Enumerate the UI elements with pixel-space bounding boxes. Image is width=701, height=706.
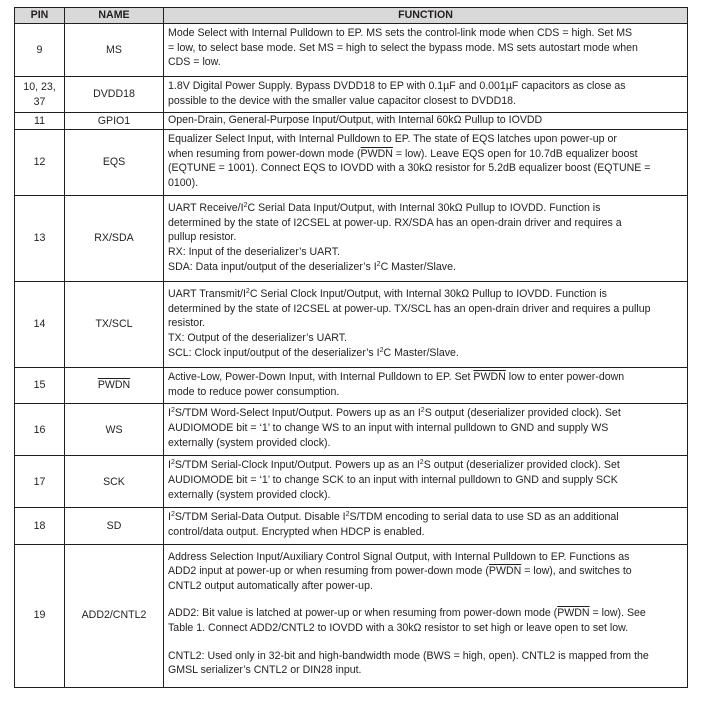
function-line — [168, 201, 683, 216]
function-line: Mode Select with Internal Pulldown to EP. MS sets the control-link mode when CDS = high. Set MS — [168, 27, 633, 39]
function-line — [168, 370, 683, 385]
pin-function — [164, 282, 688, 368]
pin-function — [164, 77, 688, 113]
text-segment: S/TDM encoding to serial data to use SD as an additional — [349, 511, 619, 524]
pwdn-signal: PWDN — [97, 379, 131, 392]
pin-name — [65, 368, 164, 404]
function-line: mode to reduce power consumption. — [168, 385, 340, 398]
superscript: 2 — [376, 260, 381, 268]
function-line: AUDIOMODE bit = ‘1’ to change WS to an input with internal pulldown to GND and supply WS — [168, 421, 609, 434]
function-line — [168, 260, 683, 275]
pin-number: 14 — [15, 282, 65, 368]
table-row — [15, 77, 688, 113]
text-segment: I — [168, 511, 171, 524]
pin-description-table — [14, 7, 688, 688]
text-segment: S/TDM Serial-Clock Input/Output. Powers up as an I — [174, 459, 420, 472]
superscript: 2 — [170, 511, 175, 519]
function-line: 0100). — [168, 176, 199, 189]
pwdn-signal: PWDN — [557, 607, 590, 620]
pin-number: 12 — [15, 130, 65, 196]
function-line — [168, 406, 683, 421]
text-segment: ADD2: Bit value is latched at power-up or when resuming from power-down mode ( — [168, 607, 558, 620]
pin-number: 18 — [15, 508, 65, 544]
function-line: GMSL serializer’s CNTL2 or DIN28 input. — [168, 664, 362, 677]
function-line: AUDIOMODE bit = ‘1’ to change SCK to an input with internal pulldown to GND and supply SCK — [168, 473, 618, 486]
pin-name: TX/SCL — [65, 282, 164, 368]
pin-function — [164, 456, 688, 508]
pin-name: SCK — [65, 456, 164, 508]
pin-function — [164, 404, 688, 456]
text-segment: = low). Leave EQS open for 10.7dB equalizer boost — [392, 147, 638, 160]
function-line: determined by the state of I2CSEL at power-up. RX/SDA has an open-drain driver and requires a — [168, 216, 622, 229]
table-row — [15, 196, 688, 282]
function-line — [168, 564, 683, 579]
function-line: 1.8V Digital Power Supply. Bypass DVDD18 to EP with 0.1µF and 0.001µF capacitors as close as — [168, 80, 626, 92]
pin-function — [164, 196, 688, 282]
pin-number: 13 — [15, 196, 65, 282]
pin-function — [164, 544, 688, 687]
text-segment: C Master/Slave. — [383, 346, 459, 359]
text-segment: Active-Low, Power-Down Input, with Internal Pulldown to EP. Set — [168, 371, 474, 384]
pin-name: WS — [65, 404, 164, 456]
function-line: TX: Output of the deserializer’s UART. — [168, 331, 347, 344]
text-segment: C Serial Data Input/Output, with Internal 30kΩ Pullup to IOVDD. Function is — [247, 202, 601, 215]
text-segment: = low). See — [589, 607, 646, 620]
pwdn-signal: PWDN — [473, 371, 506, 384]
text-segment: S output (deserializer provided clock). Set — [424, 407, 621, 420]
table-row — [15, 456, 688, 508]
table-row — [15, 368, 688, 404]
pwdn-signal: PWDN — [488, 565, 522, 578]
superscript: 2 — [243, 202, 248, 210]
function-line: determined by the state of I2CSEL at power-up. TX/SCL has an open-drain driver and requires a pullup — [168, 302, 651, 315]
function-line — [168, 287, 683, 302]
pin-number: 15 — [15, 368, 65, 404]
text-segment: S/TDM Word-Select Input/Output. Powers up as an I — [174, 407, 421, 420]
function-line: Address Selection Input/Auxiliary Control Signal Output, with Internal Pulldown to EP. Functions as — [168, 550, 630, 563]
function-line: Table 1. Connect ADD2/CNTL2 to IOVDD with a 30kΩ resistor to set high or leave open to set low. — [168, 621, 629, 634]
function-line: externally (system provided clock). — [168, 488, 331, 501]
table-row — [15, 544, 688, 687]
header-function: FUNCTION — [164, 8, 688, 24]
function-line: possible to the device with the smaller value capacitor closest to DVDD18. — [168, 94, 516, 107]
table-row — [15, 282, 688, 368]
function-line: RX: Input of the deserializer’s UART. — [168, 245, 340, 258]
table-row — [15, 404, 688, 456]
function-line — [168, 458, 683, 473]
function-line: resistor. — [168, 317, 206, 330]
pin-name: ADD2/CNTL2 — [65, 544, 164, 687]
pin-function — [164, 24, 688, 77]
table-row — [15, 130, 688, 196]
superscript: 2 — [170, 407, 175, 415]
text-segment: S output (deserializer provided clock). Set — [423, 459, 620, 472]
table-row — [15, 24, 688, 77]
pin-name: SD — [65, 508, 164, 544]
table-row — [15, 113, 688, 130]
text-segment: = low), and switches to — [521, 565, 632, 578]
header-pin: PIN — [15, 8, 65, 24]
function-line: CDS = low. — [168, 56, 221, 69]
superscript: 2 — [170, 459, 175, 467]
text-segment: low to enter power-down — [505, 371, 625, 384]
paragraph-gap — [168, 593, 683, 606]
paragraph-gap — [168, 636, 683, 649]
pin-name: GPIO1 — [65, 113, 164, 130]
pin-number: 9 — [15, 24, 65, 77]
pin-number: 17 — [15, 456, 65, 508]
function-line: CNTL2: Used only in 32-bit and high-bandwidth mode (BWS = high, open). CNTL2 is mapped from the — [168, 649, 649, 662]
text-segment: S/TDM Serial-Data Output. Disable I — [174, 511, 346, 524]
text-segment: ADD2 input at power-up or when resuming from power-down mode ( — [168, 565, 489, 578]
text-segment: I — [168, 459, 171, 472]
function-line — [168, 510, 683, 525]
function-line — [168, 147, 683, 162]
function-line — [168, 346, 683, 361]
function-line: pullup resistor. — [168, 231, 237, 244]
text-segment: C Serial Clock Input/Output, with Internal 30kΩ Pullup to IOVDD. Function is — [249, 288, 607, 301]
pin-name: DVDD18 — [65, 77, 164, 113]
text-segment: UART Transmit/I — [168, 288, 246, 301]
text-segment: UART Receive/I — [168, 202, 244, 215]
pin-number: 11 — [15, 113, 65, 130]
pin-name: RX/SDA — [65, 196, 164, 282]
header-name: NAME — [65, 8, 164, 24]
pin-number: 10, 23, 37 — [15, 77, 65, 113]
function-line: (EQTUNE = 1001). Connect EQS to IOVDD with a 30kΩ resistor for 5.2dB equalizer boost (EQTUNE = — [168, 162, 651, 175]
pin-function — [164, 130, 688, 196]
text-segment: SDA: Data input/output of the deserializer’s I — [168, 260, 377, 273]
pin-number: 16 — [15, 404, 65, 456]
function-line: Equalizer Select Input, with Internal Pulldown to EP. The state of EQS latches upon power-up or — [168, 133, 617, 146]
pin-function — [164, 508, 688, 544]
function-line: control/data output. Encrypted when HDCP is enabled. — [168, 525, 425, 538]
function-line: CNTL2 output automatically after power-up. — [168, 579, 373, 592]
superscript: 2 — [420, 407, 425, 415]
pin-number: 19 — [15, 544, 65, 687]
table-row — [15, 508, 688, 544]
pin-name: MS — [65, 24, 164, 77]
function-line: = low, to select base mode. Set MS = high to select the bypass mode. MS sets autostart mode when — [168, 41, 638, 54]
pwdn-signal: PWDN — [360, 147, 393, 160]
pin-function — [164, 113, 688, 130]
superscript: 2 — [345, 511, 350, 519]
superscript: 2 — [419, 459, 424, 467]
text-segment: when resuming from power-down mode ( — [168, 147, 361, 160]
table-header-row — [15, 8, 688, 24]
text-segment: C Master/Slave. — [380, 260, 456, 273]
function-line: externally (system provided clock). — [168, 436, 331, 449]
superscript: 2 — [379, 346, 384, 354]
function-line — [168, 606, 683, 621]
text-segment: I — [168, 407, 171, 420]
text-segment: SCL: Clock input/output of the deserializer’s I — [168, 346, 380, 359]
pin-function — [164, 368, 688, 404]
pin-name: EQS — [65, 130, 164, 196]
function-line: Open-Drain, General-Purpose Input/Output, with Internal 60kΩ Pullup to IOVDD — [168, 114, 543, 127]
superscript: 2 — [245, 288, 250, 296]
